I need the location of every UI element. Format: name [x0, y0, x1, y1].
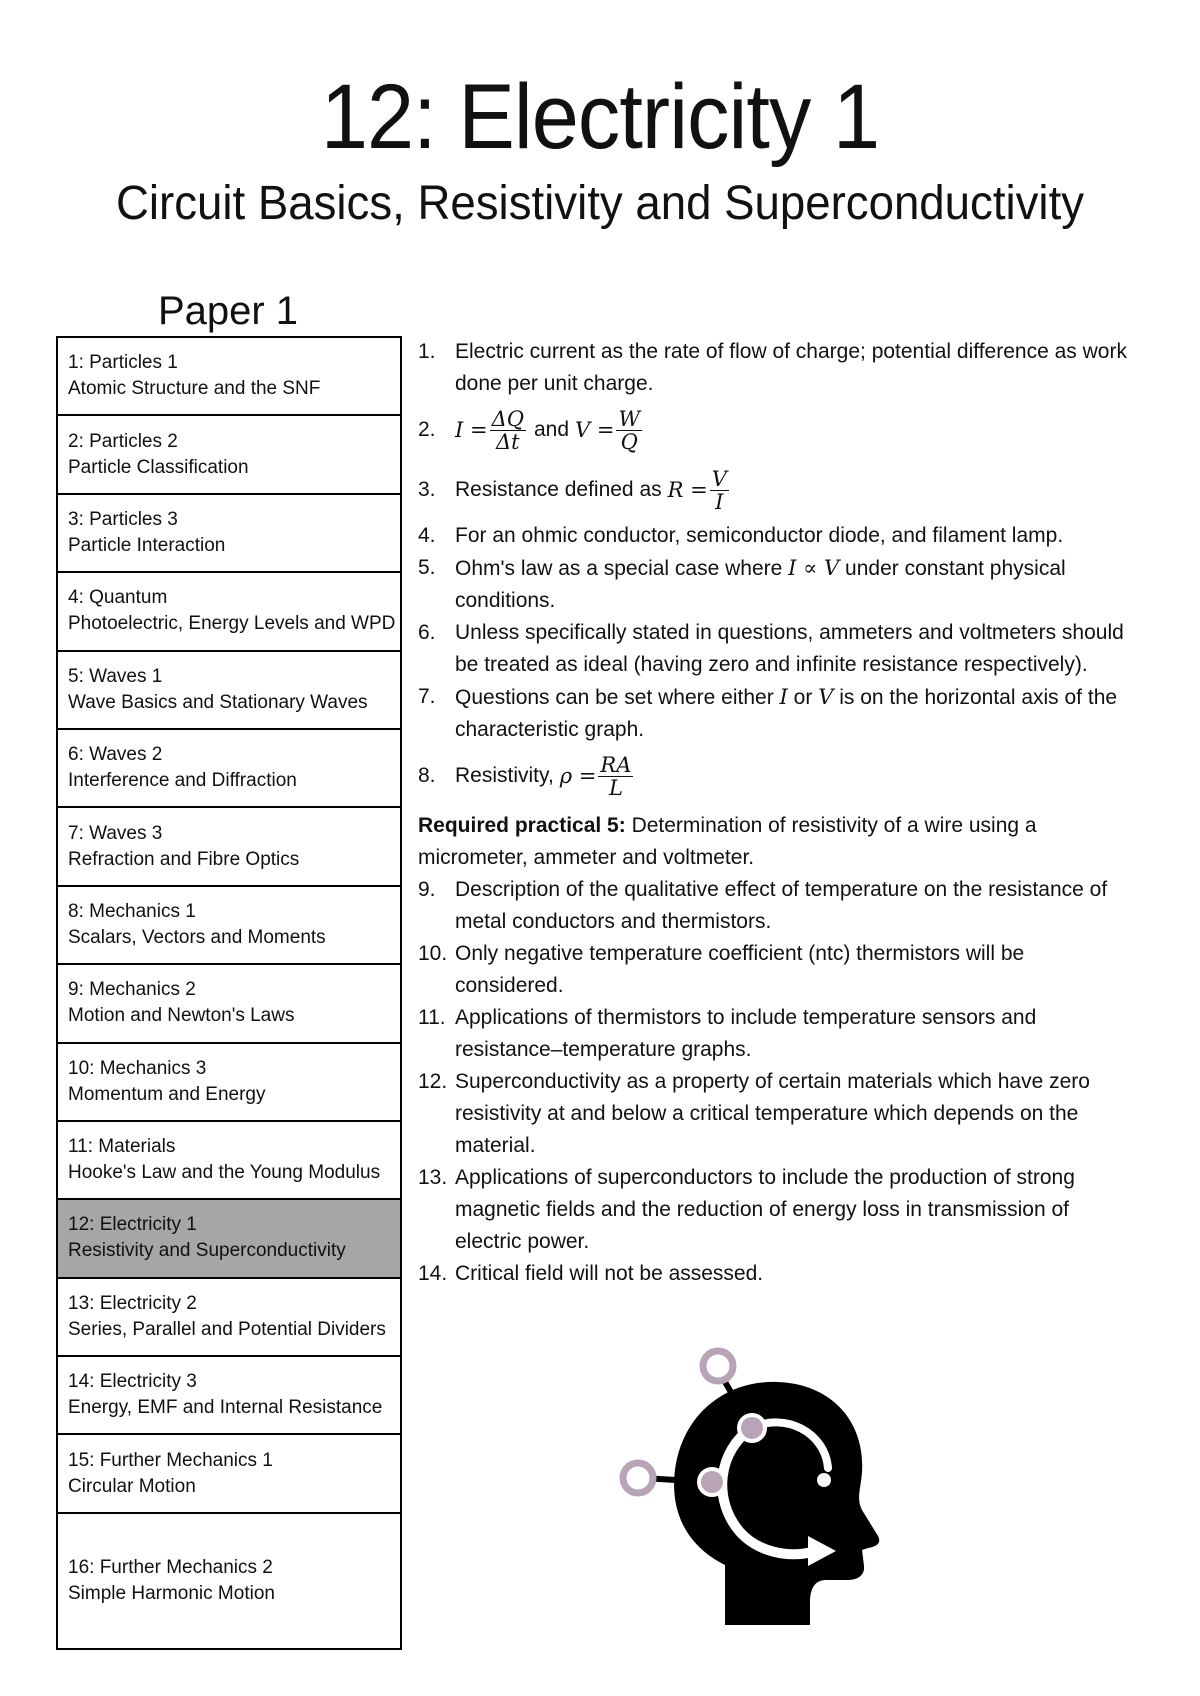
topic-row-1[interactable]	[58, 338, 400, 416]
topic-number-title: 15: Further Mechanics 1	[68, 1449, 273, 1471]
topic-table	[56, 336, 402, 1650]
spec-text: Superconductivity as a property of certain materials which have zero resistivity at and below a critical temperature which depends on the material.	[455, 1070, 1090, 1157]
fraction-numerator: RA	[600, 752, 632, 777]
topic-number-title: 7: Waves 3	[68, 822, 163, 844]
network-node-upper	[739, 1415, 765, 1441]
spec-number: 11.	[418, 1006, 446, 1029]
spec-text: Electric current as the rate of flow of charge; potential difference as work done per unit charge.	[455, 340, 1127, 395]
formula-proportional: I ∝ V	[788, 556, 840, 580]
formula-resistivity-fraction	[598, 754, 633, 799]
fraction-numerator: ΔQ	[491, 406, 524, 431]
topic-number-title: 6: Waves 2	[68, 744, 163, 766]
paper-label: Paper 1	[157, 289, 299, 333]
spec-number: 7.	[418, 685, 436, 708]
spec-text: Only negative temperature coefficient (ntc) thermistors will be considered.	[455, 942, 1025, 997]
topic-subtitle: Resistivity and Superconductivity	[68, 1240, 346, 1262]
topic-row-14[interactable]	[58, 1357, 400, 1435]
spec-text: Questions can be set where either	[455, 686, 774, 709]
topic-number-title: 12: Electricity 1	[68, 1214, 197, 1236]
topic-subtitle: Wave Basics and Stationary Waves	[68, 691, 368, 713]
spec-number: 12.	[418, 1070, 448, 1093]
topic-row-15[interactable]	[58, 1435, 400, 1513]
topic-subtitle: Refraction and Fibre Optics	[68, 848, 300, 870]
topic-row-4[interactable]	[58, 573, 400, 651]
spec-text: under constant physical conditions.	[455, 557, 1066, 612]
topic-row-7[interactable]	[58, 808, 400, 886]
spec-number: 4.	[418, 524, 436, 547]
topic-row-5[interactable]	[58, 652, 400, 730]
topic-subtitle: Series, Parallel and Potential Dividers	[68, 1318, 386, 1340]
math-symbol-i: I	[779, 685, 788, 709]
spec-text: Description of the qualitative effect of temperature on the resistance of metal conductors and thermistors.	[455, 878, 1108, 933]
network-node-left	[623, 1463, 653, 1493]
topic-row-6[interactable]	[58, 730, 400, 808]
spec-item-5	[418, 552, 1138, 617]
formula-voltage-lhs: V =	[575, 418, 615, 442]
topic-row-16[interactable]	[58, 1514, 400, 1648]
formula-resistance-fraction	[710, 468, 729, 513]
topic-subtitle: Energy, EMF and Internal Resistance	[68, 1397, 383, 1419]
spec-text: Ohm's law as a special case where	[455, 557, 783, 580]
spec-item-7	[418, 681, 1138, 746]
spec-number: 9.	[418, 878, 436, 901]
spec-text: is on the horizontal axis of the characteristic graph.	[455, 686, 1118, 741]
topic-subtitle: Interference and Diffraction	[68, 770, 297, 792]
formula-current-lhs: I =	[455, 418, 488, 442]
topic-number-title: 8: Mechanics 1	[68, 900, 196, 922]
practical-text: Determination of resistivity of a wire using a micrometer, ammeter and voltmeter.	[418, 814, 1037, 869]
fraction-denominator: L	[608, 775, 623, 800]
topic-row-13[interactable]	[58, 1279, 400, 1357]
spec-number: 1.	[418, 340, 436, 363]
spec-item-8	[418, 746, 1138, 806]
topic-number-title: 5: Waves 1	[68, 665, 163, 687]
spec-number: 10.	[418, 942, 448, 965]
topic-subtitle: Momentum and Energy	[68, 1083, 266, 1105]
spec-item-9	[418, 874, 1138, 938]
spec-item-2	[418, 400, 1138, 460]
topic-number-title: 13: Electricity 2	[68, 1292, 197, 1314]
topic-subtitle: Particle Interaction	[68, 534, 226, 556]
spec-text: Applications of superconductors to include the production of strong magnetic fields and the reduction of energy loss in transmission of electric power.	[455, 1166, 1075, 1253]
spec-text-and: and	[533, 418, 570, 441]
fraction-numerator: W	[618, 406, 641, 431]
topic-row-3[interactable]	[58, 495, 400, 573]
spec-text: Unless specifically stated in questions, ammeters and voltmeters should be treated as ideal (having zero and infinite resistance respectively).	[455, 621, 1124, 676]
spec-item-4	[418, 520, 1138, 552]
topic-row-9[interactable]	[58, 965, 400, 1043]
fraction-denominator: Δt	[495, 429, 520, 454]
page-title: 12: Electricity 1	[320, 66, 880, 168]
fraction-numerator: V	[711, 466, 727, 491]
topic-subtitle: Atomic Structure and the SNF	[68, 378, 321, 400]
topic-subtitle: Particle Classification	[68, 456, 249, 478]
formula-resistivity-lhs: ρ =	[559, 764, 597, 788]
spec-item-10	[418, 938, 1138, 1002]
math-symbol-v: V	[818, 685, 834, 709]
topic-row-2[interactable]	[58, 416, 400, 494]
formula-resistance-lhs: R =	[667, 478, 708, 502]
formula-current-fraction	[490, 408, 526, 453]
topic-row-8[interactable]	[58, 887, 400, 965]
spec-item-1	[418, 336, 1138, 400]
practical-label: Required practical 5:	[418, 814, 626, 837]
topic-subtitle: Circular Motion	[68, 1475, 196, 1497]
spec-text: For an ohmic conductor, semiconductor diode, and filament lamp.	[455, 524, 1064, 547]
spec-item-11	[418, 1002, 1138, 1066]
topic-row-10[interactable]	[58, 1044, 400, 1122]
topic-number-title: 10: Mechanics 3	[68, 1057, 207, 1079]
network-node-top	[703, 1351, 733, 1381]
topic-number-title: 16: Further Mechanics 2	[68, 1556, 273, 1578]
topic-row-11[interactable]	[58, 1122, 400, 1200]
topic-number-title: 3: Particles 3	[68, 508, 178, 530]
head-network-icon-svg	[600, 1340, 890, 1630]
topic-number-title: 2: Particles 2	[68, 430, 178, 452]
spec-number: 2.	[418, 418, 436, 441]
topic-number-title: 14: Electricity 3	[68, 1371, 197, 1393]
head-silhouette	[674, 1382, 879, 1625]
topic-subtitle: Photoelectric, Energy Levels and WPD	[68, 613, 396, 635]
topic-subtitle: Scalars, Vectors and Moments	[68, 926, 326, 948]
spec-item-3	[418, 460, 1138, 520]
spec-list	[418, 336, 1138, 1290]
spec-text: Applications of thermistors to include temperature sensors and resistance–temperature graphs.	[455, 1006, 1037, 1061]
topic-number-title: 11: Materials	[68, 1136, 176, 1158]
spec-number: 14.	[418, 1262, 448, 1285]
spec-text: Critical field will not be assessed.	[455, 1262, 764, 1285]
network-node-center	[699, 1469, 725, 1495]
spec-text: Resistance defined as	[455, 478, 662, 501]
formula-voltage-fraction	[616, 408, 642, 453]
topic-number-title: 1: Particles 1	[68, 352, 178, 374]
spec-text: Resistivity,	[455, 764, 554, 787]
topic-number-title: 9: Mechanics 2	[68, 979, 196, 1001]
spec-number: 13.	[418, 1166, 448, 1189]
spec-number: 6.	[418, 621, 436, 644]
fraction-denominator: I	[715, 489, 724, 514]
spec-number: 3.	[418, 478, 436, 501]
topic-row-12-active[interactable]	[58, 1200, 400, 1278]
spec-item-14	[418, 1258, 1138, 1290]
topic-subtitle: Hooke's Law and the Young Modulus	[68, 1162, 381, 1184]
page-subtitle: Circuit Basics, Resistivity and Superconductivity	[115, 177, 1085, 230]
head-dot	[817, 1473, 831, 1487]
spec-number: 5.	[418, 556, 436, 579]
spec-text-or: or	[793, 686, 813, 709]
spec-number: 8.	[418, 764, 436, 787]
topic-number-title: 4: Quantum	[68, 587, 168, 609]
spec-item-13	[418, 1162, 1138, 1258]
spec-item-12	[418, 1066, 1138, 1162]
required-practical	[418, 810, 1138, 874]
spec-item-6	[418, 617, 1138, 681]
topic-subtitle: Motion and Newton's Laws	[68, 1005, 295, 1027]
fraction-denominator: Q	[620, 429, 638, 454]
head-network-icon	[600, 1340, 890, 1630]
topic-subtitle: Simple Harmonic Motion	[68, 1582, 275, 1604]
